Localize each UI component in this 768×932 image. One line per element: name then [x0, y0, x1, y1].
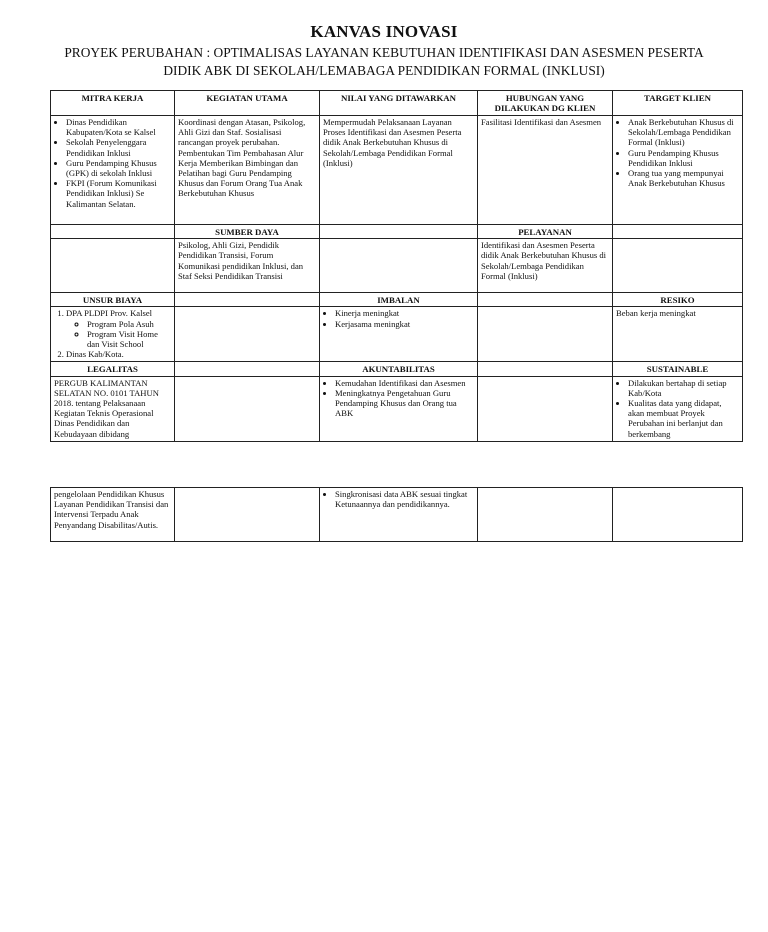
header-pelayanan: PELAYANAN [478, 225, 613, 239]
header-mitra-kerja: MITRA KERJA [51, 91, 175, 116]
canvas-table-continued [50, 487, 743, 542]
list-item: • Guru Pendamping Khusus Pendidikan Inklusi [628, 148, 739, 168]
cell-akuntabilitas-continued [320, 488, 478, 542]
header-hubungan-klien: HUBUNGAN YANG DILAKUKAN DG KLIEN [478, 91, 613, 116]
list-item: • Kerjasama meningkat [335, 319, 474, 329]
cell-kegiatan-utama: Koordinasi dengan Atasan, Psikolog, Ahli Gizi dan Staf. Sosialisasi rancangan proyek perubahan. Pembentukan Tim Pembahasan Alur Kerja Memberikan Bimbingan dan Pelatihan bagi Guru Pendamping Khusus dan Forum Orang Tua Anak Berkebutuhan Khusus [175, 116, 320, 225]
list-item: 2. Dinas Kab/Kota. [66, 349, 171, 359]
cell-sustainable [613, 376, 743, 441]
list-item: • Meningkatnya Pengetahuan Guru Pendamping Khusus dan Orang tua ABK [335, 388, 474, 419]
list-item: • Kualitas data yang didapat, akan membuat Proyek Perubahan ini berlanjut dan berkembang [628, 398, 739, 439]
cell-unsur-biaya [51, 307, 175, 362]
cell-target-klien [613, 116, 743, 225]
cell-imbalan [320, 307, 478, 362]
cell-hubungan-klien: Fasilitasi Identifikasi dan Asesmen [478, 116, 613, 225]
list-item: • Singkronisasi data ABK sesuai tingkat Ketunaannya dan pendidikannya. [335, 489, 474, 509]
list-item: • Sekolah Penyelenggara Pendidikan Inklusi [66, 137, 171, 157]
header-target-klien: TARGET KLIEN [613, 91, 743, 116]
cell-nilai-ditawarkan: Mempermudah Pelaksanaan Layanan Proses Identifikasi dan Asesmen Peserta didik Anak Berkebutuhan Khusus di Sekolah/Lembaga Pendidikan Formal (Inklusi) [320, 116, 478, 225]
canvas-table [50, 90, 743, 442]
header-unsur-biaya: UNSUR BIAYA [51, 293, 175, 307]
list-item: • Kemudahan Identifikasi dan Asesmen [335, 378, 474, 388]
cell-mitra-kerja [51, 116, 175, 225]
list-item: • Kinerja meningkat [335, 308, 474, 318]
cell-resiko: Beban kerja meningkat [613, 307, 743, 362]
header-sustainable: SUSTAINABLE [613, 362, 743, 376]
header-kegiatan-utama: KEGIATAN UTAMA [175, 91, 320, 116]
list-item: 1. DPA PLDPI Prov. Kalsel ◦ Program Pola Asuh ◦ Program Visit Home dan Visit School [66, 308, 171, 349]
list-item: • FKPI (Forum Komunikasi Pendidikan Inklusi) Se Kalimantan Selatan. [66, 178, 171, 209]
cell-legalitas: PERGUB KALIMANTAN SELATAN NO. 0101 TAHUN 2018. tentang Pelaksanaan Kegiatan Teknis Operasional Dinas Pendidikan dan Kebudayaan dibidang [51, 376, 175, 441]
header-legalitas: LEGALITAS [51, 362, 175, 376]
page-subtitle: PROYEK PERUBAHAN : OPTIMALISAS LAYANAN KEBUTUHAN IDENTIFIKASI DAN ASESMEN PESERTA DIDIK ABK DI SEKOLAH/LEMABAGA PENDIDIKAN FORMAL (INKLUSI) [64, 45, 704, 78]
header-resiko: RESIKO [613, 293, 743, 307]
header-nilai-ditawarkan: NILAI YANG DITAWARKAN [320, 91, 478, 116]
header-imbalan: IMBALAN [320, 293, 478, 307]
list-item: • Dinas Pendidikan Kabupaten/Kota se Kalsel [66, 117, 171, 137]
header-sumber-daya: SUMBER DAYA [175, 225, 320, 239]
list-item: ◦ Program Pola Asuh [87, 319, 171, 329]
cell-sumber-daya: Psikolog, Ahli Gizi, Pendidik Pendidikan Transisi, Forum Komunikasi pendidikan Inklusi, dan Staf Seksi Pendidikan Transisi [175, 239, 320, 293]
cell-pelayanan: Identifikasi dan Asesmen Peserta didik Anak Berkebutuhan Khusus di Sekolah/Lembaga Pendidikan Formal (Inklusi) [478, 239, 613, 293]
page-title: KANVAS INOVASI [310, 22, 458, 41]
list-item: ◦ Program Visit Home dan Visit School [87, 329, 171, 349]
cell-akuntabilitas [320, 376, 478, 441]
list-item: • Orang tua yang mempunyai Anak Berkebutuhan Khusus [628, 168, 739, 188]
list-item: • Anak Berkebutuhan Khusus di Sekolah/Lembaga Pendidikan Formal (Inklusi) [628, 117, 739, 148]
list-item: • Dilakukan bertahap di setiap Kab/Kota [628, 378, 739, 398]
cell-legalitas-continued: pengelolaan Pendidikan Khusus Layanan Pendidikan Transisi dan Intervensi Terpadu Anak Penyandang Disabilitas/Autis. [51, 488, 175, 542]
header-akuntabilitas: AKUNTABILITAS [320, 362, 478, 376]
list-item: • Guru Pendamping Khusus (GPK) di sekolah Inklusi [66, 158, 171, 178]
